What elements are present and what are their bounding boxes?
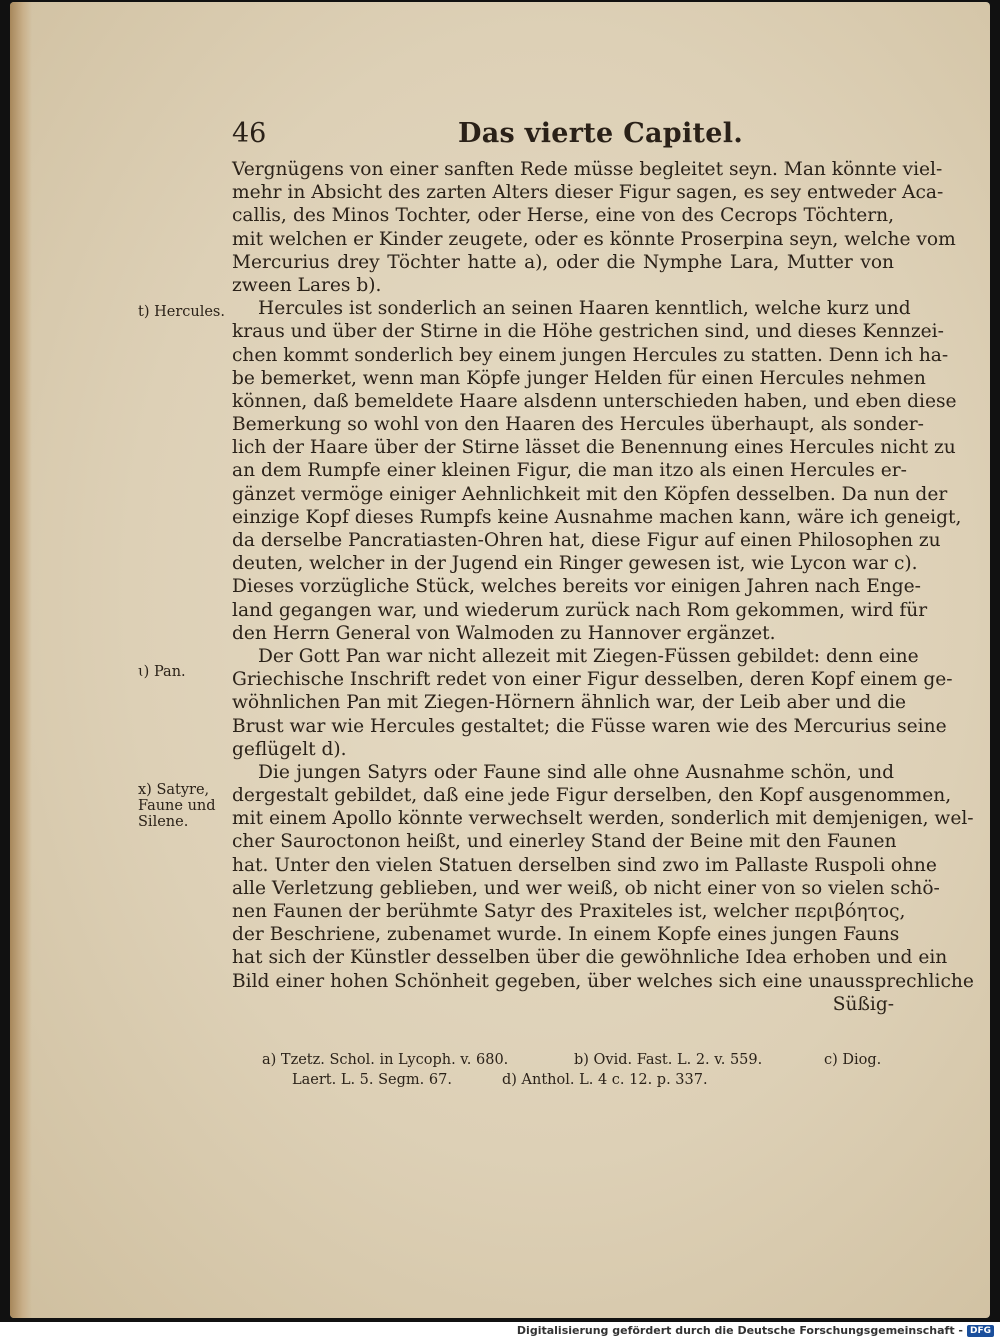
footnotes: [262, 1050, 894, 1090]
footnote-c-continued: Laert. L. 5. Segm. 67.: [292, 1072, 452, 1088]
footnote-line: [262, 1070, 894, 1090]
text-line: Die jungen Satyrs oder Faune sind alle ohne Ausnahme schön, und: [258, 761, 894, 783]
text-line: zween Lares b).: [232, 274, 382, 296]
footnote-line: [262, 1050, 894, 1070]
text-line: chen kommt sonderlich bey einem jungen Hercules zu statten. Denn ich ha-: [232, 344, 949, 366]
running-head: Das vierte Capitel.: [458, 118, 744, 149]
text-line: kraus und über der Stirne in die Höhe gestrichen sind, und dieses Kennzei-: [232, 321, 944, 343]
text-line: cher Sauroctonon heißt, und einerley Stand der Beine mit den Faunen: [232, 831, 897, 853]
text-line: können, daß bemeldete Haare alsdenn unterschieden haben, und eben diese: [232, 390, 957, 412]
text-line: mehr in Absicht des zarten Alters dieser Figur sagen, es sey entweder Aca-: [232, 182, 944, 204]
text-line: Hercules ist sonderlich an seinen Haaren kenntlich, welche kurz und: [258, 298, 911, 320]
text-line: mit welchen er Kinder zeugete, oder es könnte Proserpina seyn, welche vom: [232, 228, 956, 250]
text-line: nen Faunen der berühmte Satyr des Praxiteles ist, welcher περιβόητος,: [232, 901, 906, 922]
page-number: 46: [232, 118, 267, 149]
text-line: wöhnlichen Pan mit Ziegen-Hörnern ähnlich war, der Leib aber und die: [232, 692, 907, 714]
credit-text: Digitalisierung gefördert durch die Deutsche Forschungsgemeinschaft -: [516, 1324, 963, 1337]
text-line: mit einem Apollo könnte verwechselt werden, sonderlich mit demjenigen, wel-: [232, 808, 974, 830]
text-line: Bild einer hohen Schönheit gegeben, über welches sich eine unaussprechliche: [232, 970, 974, 992]
text-line: Dieses vorzügliche Stück, welches bereits vor einigen Jahren nach Enge-: [232, 576, 921, 598]
text-line: der Beschriene, zubenamet wurde. In einem Kopfe eines jungen Fauns: [232, 924, 900, 946]
margin-note-satyre: x) Satyre, Faune und Silene.: [138, 782, 216, 830]
footnote-d: d) Anthol. L. 4 c. 12. p. 337.: [502, 1072, 708, 1088]
page-binding-edge: [10, 2, 32, 1318]
body-text: [232, 158, 974, 1016]
margin-note-hercules: t) Hercules.: [138, 304, 225, 320]
text-line: callis, des Minos Tochter, oder Herse, eine von des Cecrops Töchtern,: [232, 205, 894, 227]
text-line: dergestalt gebildet, daß eine jede Figur derselben, den Kopf ausgenommen,: [232, 785, 952, 807]
catchword: Süßig-: [832, 993, 894, 1015]
text-line: einzige Kopf dieses Rumpfs keine Ausnahme machen kann, wäre ich geneigt,: [232, 506, 962, 528]
text-line: Brust war wie Hercules gestaltet; die Füsse waren wie des Mercurius seine: [232, 715, 947, 737]
footnote-c: c) Diog.: [824, 1052, 882, 1068]
text-line: geflügelt d).: [232, 738, 347, 760]
text-line: hat sich der Künstler desselben über die gewöhnliche Idea erhoben und ein: [232, 947, 948, 969]
text-line: Bemerkung so wohl von den Haaren des Hercules überhaupt, als sonder-: [232, 414, 924, 436]
text-line: hat. Unter den vielen Statuen derselben sind zwo im Pallaste Ruspoli ohne: [232, 854, 937, 876]
text-line: land gegangen war, und wiederum zurück nach Rom gekommen, wird für: [232, 599, 928, 621]
text-line: an dem Rumpfe einer kleinen Figur, die man itzo als einen Hercules er-: [232, 460, 907, 482]
text-line: lich der Haare über der Stirne lässet die Benennung eines Hercules nicht zu: [232, 437, 956, 459]
text-line: Mercurius drey Töchter hatte a), oder die Nymphe Lara, Mutter von: [232, 251, 894, 273]
text-line: deuten, welcher in der Jugend ein Ringer gewesen ist, wie Lycon war c).: [232, 553, 918, 575]
page-header: [232, 118, 894, 152]
text-line: da derselbe Pancratiasten-Ohren hat, diese Figur auf einen Philosophen zu: [232, 530, 941, 551]
dfg-logo: DFG: [967, 1325, 994, 1337]
text-line: Der Gott Pan war nicht allezeit mit Ziegen-Füssen gebildet: denn eine: [258, 645, 919, 667]
text-line: Vergnügens von einer sanften Rede müsse begleitet seyn. Man könnte viel-: [232, 159, 943, 180]
text-line: alle Verletzung geblieben, und wer weiß, ob nicht einer von so vielen schö-: [232, 877, 940, 899]
footnote-b: b) Ovid. Fast. L. 2. v. 559.: [574, 1052, 763, 1068]
digitization-credit: [517, 1324, 994, 1337]
text-line: den Herrn General von Walmoden zu Hannover ergänzet.: [232, 622, 776, 644]
text-line: gänzet vermöge einiger Aehnlichkeit mit den Köpfen desselben. Da nun der: [232, 483, 948, 505]
text-line: Griechische Inschrift redet von einer Figur desselben, deren Kopf einem ge-: [232, 669, 953, 691]
margin-note-pan: ɩ) Pan.: [138, 664, 186, 680]
text-line: be bemerket, wenn man Köpfe junger Helden für einen Hercules nehmen: [232, 367, 926, 389]
footnote-a: a) Tzetz. Schol. in Lycoph. v. 680.: [262, 1052, 509, 1068]
